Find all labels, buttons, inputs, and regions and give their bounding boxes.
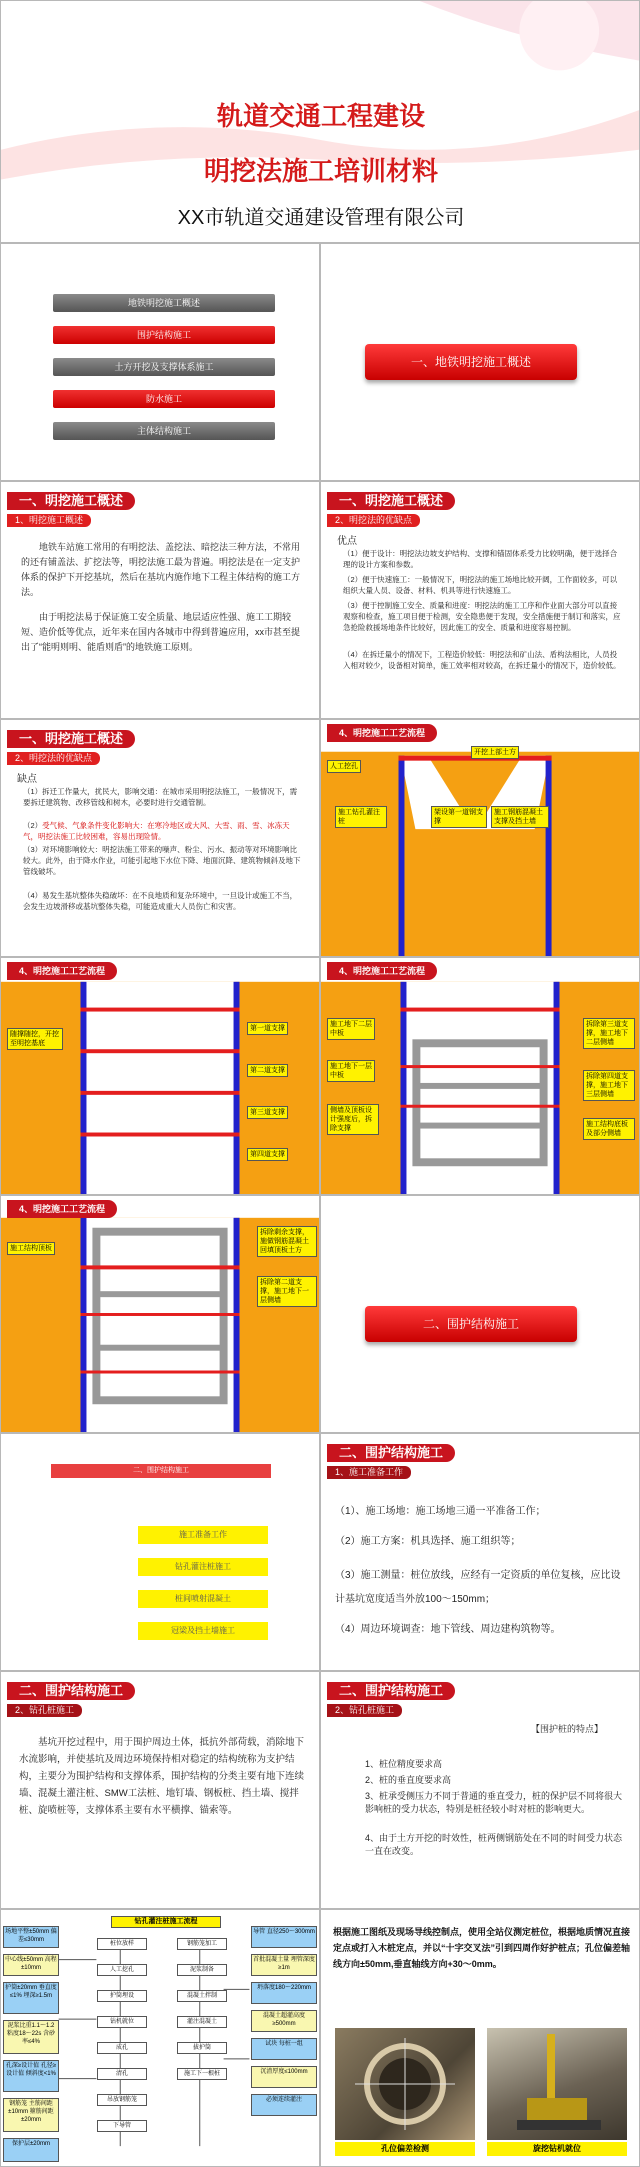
advantage-item: （4）在拆迁量小的情况下，工程造价较低：明挖法和矿山法、盾构法相比，人员投入相对较少，设备相对简单，施工效率相对较高，在拆迁量小的情况下，造价较低。 bbox=[343, 650, 621, 670]
flow-step: 钢筋笼加工 bbox=[177, 1938, 227, 1950]
disadvantage-item: （1）拆迁工作量大，扰民大，影响交通：在城市采用明挖法施工，一般情况下，需要拆迁建筑物、改移管线和树木，必要时进行交通管制。 bbox=[23, 787, 298, 807]
disadvantages-slide bbox=[0, 719, 320, 957]
spec-box: 导管 直径250～300mm bbox=[251, 1926, 317, 1948]
spec-box: 坍落度180～220mm bbox=[251, 1982, 317, 2004]
diagram-label: 随撑随挖，开挖至明挖基底 bbox=[7, 1028, 63, 1050]
flow-step: 成孔 bbox=[97, 2042, 147, 2054]
cover-slide bbox=[0, 0, 640, 243]
drilling-rig-icon bbox=[487, 2028, 627, 2140]
diagram-label: 侧墙及顶板设计强度后，拆除支撑 bbox=[327, 1104, 379, 1135]
diagram-label: 第三道支撑 bbox=[247, 1106, 288, 1119]
slide-header: 4、明挖施工工艺流程 bbox=[327, 724, 437, 742]
spec-box: 试块 每桩一组 bbox=[251, 2038, 317, 2060]
flow-step: 护筒埋设 bbox=[97, 1990, 147, 2002]
diagram-label: 拆除第四道支撑，施工地下三层侧墙 bbox=[583, 1070, 635, 1101]
diagram-label: 第一道支撑 bbox=[247, 1022, 288, 1035]
preparation-slide bbox=[320, 1433, 640, 1671]
slide-header: 一、明挖施工概述 bbox=[7, 730, 135, 748]
slide-subheader: 2、钻孔桩施工 bbox=[7, 1704, 82, 1717]
advantages-label: 优点 bbox=[337, 536, 357, 547]
flow-step: 施工下一根桩 bbox=[177, 2068, 227, 2080]
section-2-slide bbox=[320, 1195, 640, 1433]
menu-item-retaining[interactable]: 围护结构施工 bbox=[53, 326, 275, 344]
spec-box: 钢筋笼 主筋间距±10mm 箍筋间距±20mm bbox=[3, 2098, 59, 2132]
disadvantage-item: （3）对环境影响较大：明挖法施工带来的噪声、粉尘、污水、振动等对环境影响比较大。此外，由于降水作业，可能引起地下水位下降、地面沉降、建筑物倾斜及地下管线破坏。 bbox=[23, 845, 301, 876]
submenu-item-shotcrete[interactable]: 桩间喷射混凝土 bbox=[138, 1590, 268, 1608]
diagram-label: 施工钢筋混凝土支撑及挡土墙 bbox=[491, 806, 549, 828]
retaining-submenu-slide bbox=[0, 1433, 320, 1671]
photo-caption: 旋挖钻机就位 bbox=[487, 2142, 627, 2156]
section-1-slide bbox=[320, 243, 640, 481]
diagram-label: 拆除剩余支撑，施做钢筋混凝土回填顶板土方 bbox=[257, 1226, 317, 1257]
flow-step: 下导管 bbox=[97, 2120, 147, 2132]
slide-header: 二、围护结构施工 bbox=[327, 1444, 455, 1462]
pile-offset-photo bbox=[335, 2028, 475, 2140]
spec-box: 孔深≥设计值 孔径≥设计值 倾斜度<1% bbox=[3, 2060, 59, 2092]
diagram-label: 开挖上部土方 bbox=[471, 746, 519, 759]
company-name: XX市轨道交通建设管理有限公司 bbox=[177, 207, 465, 229]
submenu-item-crown-beam[interactable]: 冠梁及挡土墙施工 bbox=[138, 1622, 268, 1640]
diagram-label: 施工地下一层中板 bbox=[327, 1060, 375, 1082]
overview-paragraph-2: 由于明挖法易于保证施工安全质量、地层适应性强、施工工期较短、造价低等优点，近年来在国内各城市中得到普遍应用，xx市甚至提出了“能明则明、能盾则盾”的地铁施工原则。 bbox=[21, 612, 301, 652]
flow-step: 人工挖孔 bbox=[97, 1964, 147, 1976]
pile-positioning-slide bbox=[320, 1909, 640, 2167]
flow-step: 混凝土拌制 bbox=[177, 1990, 227, 2002]
diagram-label: 架设第一道钢支撑 bbox=[431, 806, 487, 828]
spec-box: 护筒±20mm 垂直度≤1% 埋深≥1.5m bbox=[3, 1982, 59, 2014]
slide-subheader: 2、明挖法的优缺点 bbox=[7, 752, 100, 765]
bored-pile-intro-slide bbox=[0, 1671, 320, 1909]
slide-subheader: 1、施工准备工作 bbox=[327, 1466, 411, 1479]
spec-box: 混凝土超灌高度≥500mm bbox=[251, 2010, 317, 2032]
flow-step: 泥浆制备 bbox=[177, 1964, 227, 1976]
pile-hole-icon bbox=[335, 2028, 475, 2140]
menu-item-structure[interactable]: 主体结构施工 bbox=[53, 422, 275, 440]
cover-title-1: 轨道交通工程建设 bbox=[216, 101, 425, 131]
bored-pile-paragraph: 基坑开挖过程中，用于围护周边土体，抵抗外部荷载，消除地下水流影响，并使基坑及周边环境保持相对稳定的结构统称为支护结构，主要分为围护结构和支撑体系，围护结构的分类主要有地下连续墙、混凝土灌注桩、SMW工法桩、地钉墙、钢板桩、挡土墙、搅拌桩、旋喷桩等，支撑体系主要有水平横撑、锚索等。 bbox=[19, 1737, 305, 1816]
photo-caption: 孔位偏差检测 bbox=[335, 2142, 475, 2156]
disadvantage-item: （4）易发生基坑整体失稳破坏：在不良地质和复杂环境中，一旦设计或施工不当，会发生边坡滑移或基坑整体失稳，可能造成重大人员伤亡和灾害。 bbox=[23, 891, 298, 911]
spec-box: 保护层±20mm bbox=[3, 2138, 59, 2162]
submenu-title-bar: 二、围护结构施工 bbox=[51, 1464, 271, 1478]
process-slide-4 bbox=[0, 1195, 320, 1433]
diagram-label: 施工钻孔灌注桩 bbox=[335, 806, 387, 828]
preparation-item: （3）施工测量：桩位放线，应经有一定资质的单位复核，应比设计基坑宽度适当外放100～150mm； bbox=[335, 1570, 621, 1605]
flowchart-slide bbox=[0, 1909, 320, 2167]
disadvantage-item-number: （2） bbox=[23, 821, 43, 830]
pile-feature-item: 2、桩的垂直度要求高 bbox=[365, 1775, 452, 1785]
flow-step: 钻机就位 bbox=[97, 2016, 147, 2028]
disadvantage-item-weather bbox=[23, 820, 303, 842]
pile-features-slide bbox=[320, 1671, 640, 1909]
slide-header: 4、明挖施工工艺流程 bbox=[327, 962, 437, 980]
diagram-label: 施工结构底板及部分侧墙 bbox=[583, 1118, 635, 1140]
submenu-item-preparation[interactable]: 施工准备工作 bbox=[138, 1526, 268, 1544]
section-2-button[interactable]: 二、围护结构施工 bbox=[365, 1306, 577, 1342]
spec-box: 必须连续灌注 bbox=[251, 2094, 317, 2116]
advantage-item: （3）便于控制施工安全、质量和进度：明挖法的施工工序和作业面大部分可以直接观察和检查，施工项目便于检测，安全隐患便于发现，安全措施便于制订和落实，应急抢险救援场地条件比较好，因此施工的安全、质量和进度容易控制。 bbox=[343, 601, 621, 632]
preparation-item: （4）周边环境调查：地下管线、周边建构筑物等。 bbox=[335, 1624, 561, 1635]
flow-step: 清孔 bbox=[97, 2068, 147, 2080]
diagram-label: 第二道支撑 bbox=[247, 1064, 288, 1077]
slide-subheader: 2、明挖法的优缺点 bbox=[327, 514, 420, 527]
menu-item-overview[interactable]: 地铁明挖施工概述 bbox=[53, 294, 275, 312]
pile-features-note: 【围护桩的特点】 bbox=[531, 1724, 604, 1734]
pile-feature-item: 3、桩承受侧压力不同于普通的垂直受力，桩的保护层不同将很大影响桩的受力状态，特别是桩径较小时对桩的影响更大。 bbox=[365, 1791, 623, 1814]
diagram-label: 拆除第三道支撑，施工地下二层侧墙 bbox=[583, 1018, 635, 1049]
advantages-slide bbox=[320, 481, 640, 719]
submenu-item-bored-pile[interactable]: 钻孔灌注桩施工 bbox=[138, 1558, 268, 1576]
spec-box: 中心线±50mm 高程±10mm bbox=[3, 1954, 59, 1976]
flowchart-title: 钻孔灌注桩施工流程 bbox=[111, 1916, 221, 1928]
pile-feature-item: 1、桩位精度要求高 bbox=[365, 1759, 443, 1769]
slide-header: 二、围护结构施工 bbox=[327, 1682, 455, 1700]
pile-feature-item: 4、由于土方开挖的时效性，桩两侧钢筋处在不同的时间受力状态一直在改变。 bbox=[365, 1833, 623, 1856]
cover-title-2: 明挖法施工培训材料 bbox=[203, 156, 438, 186]
diagram-label: 人工挖孔 bbox=[327, 760, 361, 773]
slide-header: 一、明挖施工概述 bbox=[7, 492, 135, 510]
flow-step: 吊放钢筋笼 bbox=[97, 2094, 147, 2106]
process-slide-1 bbox=[320, 719, 640, 957]
disadvantages-label: 缺点 bbox=[17, 774, 37, 785]
spec-box: 场地平整±50mm 偏差≤30mm bbox=[3, 1926, 59, 1948]
flow-step: 拔护筒 bbox=[177, 2042, 227, 2054]
diagram-label: 拆除第二道支撑，施工地下一层侧墙 bbox=[257, 1276, 317, 1307]
positioning-text: 根据施工图纸及现场导线控制点，使用全站仪测定桩位，根据地质情况直接定点或打入木桩定点，并以“十字交叉法”引到四周作好护桩点；孔位偏差轴线方向±50mm,垂直轴线方向+30～0mm。 bbox=[333, 1927, 631, 1969]
rig-photo bbox=[487, 2028, 627, 2140]
overview-paragraph-1: 地铁车站施工常用的有明挖法、盖挖法、暗挖法三种方法，不常用的还有铺盖法、扩挖法等，明挖法施工最为普遍。明挖法是在一定支护体系的保护下开挖基坑，然后在基坑内施作地下工程主体结构的施工方法。 bbox=[21, 542, 301, 597]
flow-step: 桩位放样 bbox=[97, 1938, 147, 1950]
disadvantage-item-highlight: 受气候、气象条件变化影响大：在寒冷地区或大风、大雪、雨、雪、冰冻天气，明挖法施工比较困难，容易出现险情。 bbox=[23, 821, 290, 841]
flow-step: 灌注混凝土 bbox=[177, 2016, 227, 2028]
slide-header: 二、围护结构施工 bbox=[7, 1682, 135, 1700]
spec-box: 泥浆比重1.1～1.2 粘度18～22s 含砂率≤4% bbox=[3, 2020, 59, 2054]
advantage-item: （1）便于设计：明挖法边坡支护结构、支撑和锚固体系受力比较明确，便于选择合理的设计方案和参数。 bbox=[343, 549, 618, 569]
spec-box: 沉渣厚度≤100mm bbox=[251, 2066, 317, 2088]
slide-subheader: 1、明挖施工概述 bbox=[7, 514, 91, 527]
process-slide-2 bbox=[0, 957, 320, 1195]
overview-slide bbox=[0, 481, 320, 719]
spec-box: 首批混凝土量 埋管深度≥1m bbox=[251, 1954, 317, 1976]
preparation-item: （1）、施工场地：施工场地三通一平准备工作； bbox=[335, 1506, 546, 1517]
advantage-item: （2）便于快速施工：一般情况下，明挖法的施工场地比较开阔，工作面较多，可以组织大量人员、设备、材料、机具等进行快速施工。 bbox=[343, 575, 618, 595]
slide-header: 一、明挖施工概述 bbox=[327, 492, 455, 510]
process-slide-3 bbox=[320, 957, 640, 1195]
diagram-label: 施工地下二层中板 bbox=[327, 1018, 375, 1040]
menu-slide bbox=[0, 243, 320, 481]
slide-subheader: 2、钻孔桩施工 bbox=[327, 1704, 402, 1717]
preparation-item: （2）施工方案：机具选择、施工组织等； bbox=[335, 1536, 521, 1547]
slide-header: 4、明挖施工工艺流程 bbox=[7, 962, 117, 980]
section-1-button[interactable]: 一、地铁明挖施工概述 bbox=[365, 344, 577, 380]
diagram-label: 施工结构顶板 bbox=[7, 1242, 55, 1255]
diagram-label: 第四道支撑 bbox=[247, 1148, 288, 1161]
menu-item-excavation[interactable]: 土方开挖及支撑体系施工 bbox=[53, 358, 275, 376]
menu-item-waterproof[interactable]: 防水施工 bbox=[53, 390, 275, 408]
slide-header: 4、明挖施工工艺流程 bbox=[7, 1200, 117, 1218]
